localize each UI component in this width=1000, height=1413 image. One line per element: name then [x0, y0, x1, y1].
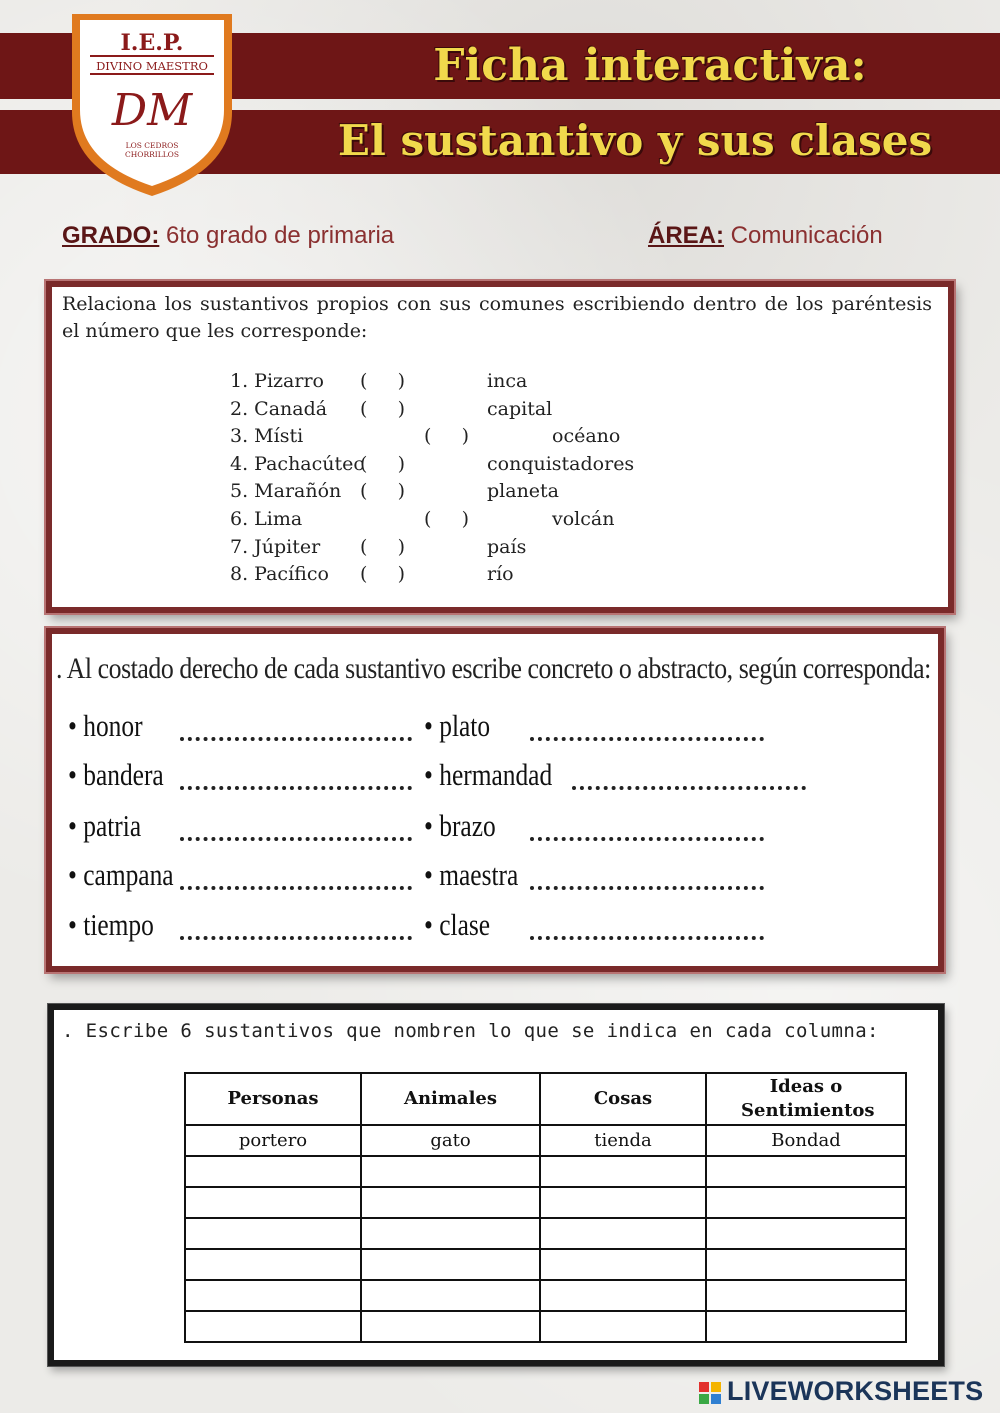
noun-item: • plato	[424, 708, 491, 743]
common-noun: océano	[552, 425, 621, 447]
common-noun: inca	[487, 370, 528, 392]
answer-line[interactable]	[530, 734, 764, 741]
match-row	[230, 453, 930, 481]
noun-item: • campana	[68, 857, 174, 892]
answer-parenthesis[interactable]: ( )	[360, 370, 406, 392]
answer-cell[interactable]	[706, 1218, 906, 1249]
noun-item: • honor	[68, 708, 143, 743]
answer-cell[interactable]	[361, 1249, 540, 1280]
logo-monogram: DM	[111, 85, 193, 136]
table-header-row	[185, 1073, 906, 1125]
table-row	[185, 1311, 906, 1342]
noun-item: • brazo	[424, 808, 496, 843]
answer-cell[interactable]	[540, 1311, 706, 1342]
answer-cell[interactable]	[361, 1156, 540, 1187]
common-noun: capital	[487, 398, 553, 420]
proper-noun: 5. Marañón	[230, 480, 342, 502]
answer-parenthesis[interactable]: ( )	[360, 563, 406, 585]
proper-noun: 1. Pizarro	[230, 370, 324, 392]
proper-noun: 7. Júpiter	[230, 536, 321, 558]
exercise-3-instruction: . Escribe 6 sustantivos que nombren lo que se indica en cada columna:	[62, 1020, 879, 1042]
exercise-2-card	[46, 628, 944, 972]
proper-noun: 4. Pachacútec	[230, 453, 365, 475]
noun-item: • maestra	[424, 857, 519, 892]
common-noun: planeta	[487, 480, 560, 502]
proper-noun: 6. Lima	[230, 508, 303, 530]
page-subtitle: El sustantivo y sus clases	[337, 116, 933, 165]
logo-name: I.E.P.	[120, 30, 184, 56]
column-header	[706, 1073, 906, 1125]
match-row	[230, 508, 930, 536]
answer-cell[interactable]	[540, 1156, 706, 1187]
answer-line[interactable]	[180, 933, 412, 940]
answer-cell[interactable]	[361, 1187, 540, 1218]
column-header: Cosas	[540, 1073, 706, 1125]
common-noun: volcán	[552, 508, 615, 530]
answer-line[interactable]	[530, 834, 764, 841]
area-label: ÁREA:	[648, 222, 724, 249]
proper-noun: 8. Pacífico	[230, 563, 329, 585]
example-cell: gato	[361, 1125, 540, 1156]
school-shield-logo	[62, 0, 242, 200]
match-row	[230, 370, 930, 398]
table-row	[185, 1156, 906, 1187]
answer-cell[interactable]	[185, 1187, 361, 1218]
answer-cell[interactable]	[361, 1280, 540, 1311]
answer-line[interactable]	[180, 883, 412, 890]
table-row	[185, 1125, 906, 1156]
answer-line[interactable]	[180, 734, 412, 741]
logo-location-line1: LOS CEDROS	[125, 141, 179, 150]
match-row	[230, 425, 930, 453]
grade-label: GRADO:	[62, 222, 160, 249]
exercise-1-instruction: Relaciona los sustantivos propios con sus comunes escribiendo dentro de los paréntesis el número que les corresponde:	[62, 293, 932, 342]
answer-parenthesis[interactable]: ( )	[360, 453, 406, 475]
match-row	[230, 480, 930, 508]
table-row	[185, 1249, 906, 1280]
column-header-text: Ideas o Sentimientos	[741, 1076, 875, 1121]
example-cell: Bondad	[706, 1125, 906, 1156]
answer-parenthesis[interactable]: ( )	[424, 425, 470, 447]
area-info	[648, 222, 883, 250]
footer-brand: LIVEWORKSHEETS	[727, 1376, 984, 1406]
common-noun: río	[487, 563, 514, 585]
answer-cell[interactable]	[185, 1249, 361, 1280]
answer-cell[interactable]	[706, 1156, 906, 1187]
answer-cell[interactable]	[185, 1218, 361, 1249]
noun-item: • bandera	[68, 757, 164, 792]
noun-item: • hermandad	[424, 757, 553, 792]
answer-cell[interactable]	[185, 1280, 361, 1311]
answer-line[interactable]	[180, 783, 412, 790]
answer-cell[interactable]	[540, 1249, 706, 1280]
page-title: Ficha interactiva:	[433, 40, 867, 91]
exercise-3-card	[48, 1004, 944, 1366]
liveworksheets-logo-icon	[698, 1376, 724, 1410]
match-row	[230, 398, 930, 426]
answer-cell[interactable]	[540, 1218, 706, 1249]
answer-line[interactable]	[530, 933, 764, 940]
nouns-table	[184, 1072, 907, 1343]
column-header: Personas	[185, 1073, 361, 1125]
answer-line[interactable]	[180, 834, 412, 841]
proper-noun: 2. Canadá	[230, 398, 328, 420]
answer-line[interactable]	[530, 883, 764, 890]
match-row	[230, 536, 930, 564]
answer-cell[interactable]	[540, 1187, 706, 1218]
noun-item: • patria	[68, 808, 142, 843]
answer-line[interactable]	[572, 783, 806, 790]
example-cell: tienda	[540, 1125, 706, 1156]
answer-cell[interactable]	[361, 1218, 540, 1249]
answer-parenthesis[interactable]: ( )	[424, 508, 470, 530]
answer-cell[interactable]	[361, 1311, 540, 1342]
common-noun: país	[487, 536, 527, 558]
grade-value: 6to grado de primaria	[166, 222, 395, 249]
logo-location-line2: CHORRILLOS	[125, 150, 179, 159]
answer-parenthesis[interactable]: ( )	[360, 536, 406, 558]
exercise-1-card	[46, 281, 954, 613]
answer-cell[interactable]	[706, 1187, 906, 1218]
table-row	[185, 1218, 906, 1249]
area-value: Comunicación	[730, 222, 883, 249]
logo-school: DIVINO MAESTRO	[96, 59, 208, 73]
column-header: Animales	[361, 1073, 540, 1125]
example-cell: portero	[185, 1125, 361, 1156]
common-noun: conquistadores	[487, 453, 635, 475]
answer-cell[interactable]	[706, 1249, 906, 1280]
match-row	[230, 563, 930, 591]
noun-item: • clase	[424, 907, 491, 942]
exercise-2-instruction: . Al costado derecho de cada sustantivo escribe concreto o abstracto, según corresponda:	[56, 652, 931, 685]
noun-item: • tiempo	[68, 907, 154, 942]
answer-parenthesis[interactable]: ( )	[360, 480, 406, 502]
answer-parenthesis[interactable]: ( )	[360, 398, 406, 420]
proper-noun: 3. Místi	[230, 425, 304, 447]
grade-info	[62, 222, 394, 250]
answer-cell[interactable]	[706, 1311, 906, 1342]
answer-cell[interactable]	[185, 1156, 361, 1187]
answer-cell[interactable]	[706, 1280, 906, 1311]
table-row	[185, 1280, 906, 1311]
answer-cell[interactable]	[540, 1280, 706, 1311]
table-row	[185, 1187, 906, 1218]
answer-cell[interactable]	[185, 1311, 361, 1342]
